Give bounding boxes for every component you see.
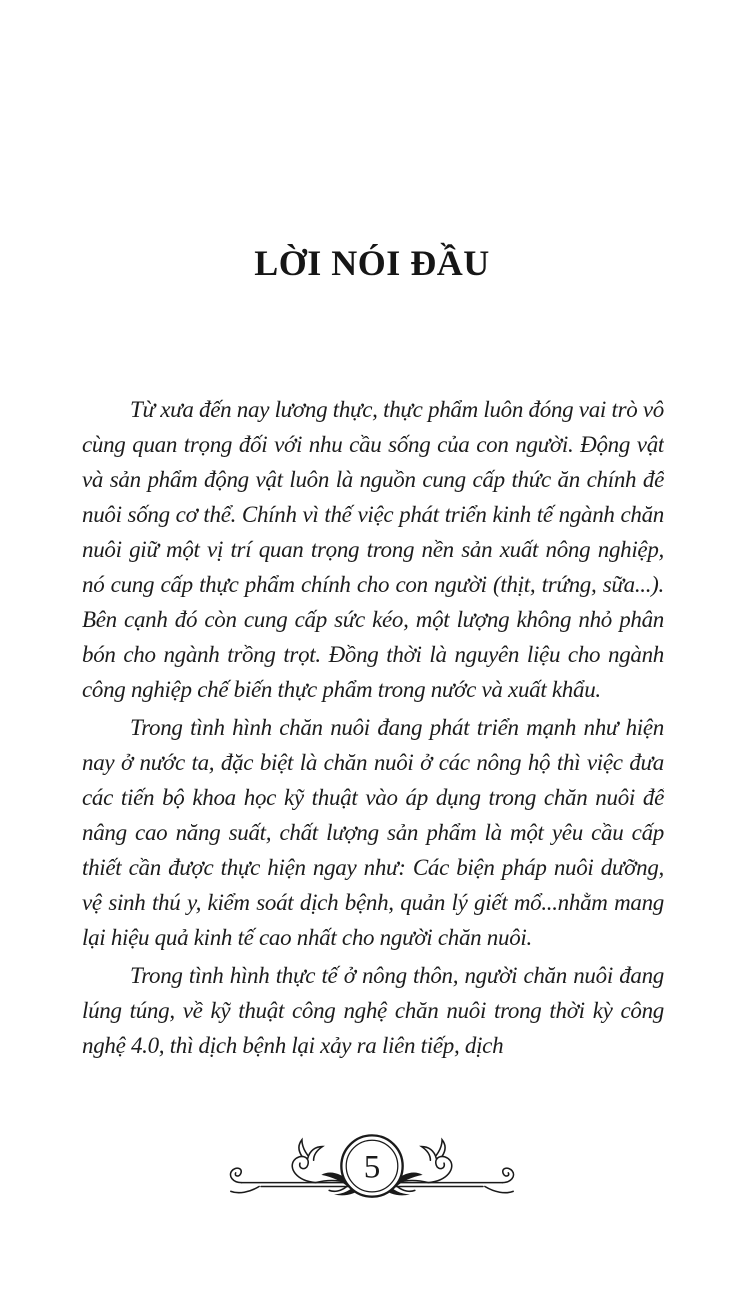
page-footer <box>0 1122 744 1214</box>
page-title: LỜI NÓI ĐẦU <box>254 243 490 283</box>
paragraph: Từ xưa đến nay lương thực, thực phẩm luôn đóng vai trò vô cùng quan trọng đối với nhu cầu sống của con người. Động vật và sản phẩm động vật luôn là nguồn cung cấp thức ăn chính để nuôi sống cơ thể. Chính vì thế việc phát triển kinh tế ngành chăn nuôi giữ một vị trí quan trọng trong nền sản xuất nông nghiệp, nó cung cấp thực phẩm chính cho con người (thịt, trứng, sữa...). Bên cạnh đó còn cung cấp sức kéo, một lượng không nhỏ phân bón cho ngành trồng trọt. Đồng thời là nguyên liệu cho ngành công nghiệp chế biến thực phẩm trong nước và xuất khẩu. <box>82 397 664 702</box>
paragraph: Trong tình hình thực tế ở nông thôn, người chăn nuôi đang lúng túng, về kỹ thuật công nghệ chăn nuôi trong thời kỳ công nghệ 4.0, thì dịch bệnh lại xảy ra liên tiếp, dịch <box>82 963 664 1058</box>
body-text <box>82 392 664 1124</box>
flourish-divider-icon <box>226 1122 518 1214</box>
paragraph: Trong tình hình chăn nuôi đang phát triển mạnh như hiện nay ở nước ta, đặc biệt là chăn nuôi ở các nông hộ thì việc đưa các tiến bộ khoa học kỹ thuật vào áp dụng trong chăn nuôi để nâng cao năng suất, chất lượng sản phẩm là một yêu cầu cấp thiết cần được thực hiện ngay như: Các biện pháp nuôi dưỡng, vệ sinh thú y, kiểm soát dịch bệnh, quản lý giết mổ...nhằm mang lại hiệu quả kinh tế cao nhất cho người chăn nuôi. <box>82 715 664 950</box>
page-number: 5 <box>363 1149 381 1186</box>
